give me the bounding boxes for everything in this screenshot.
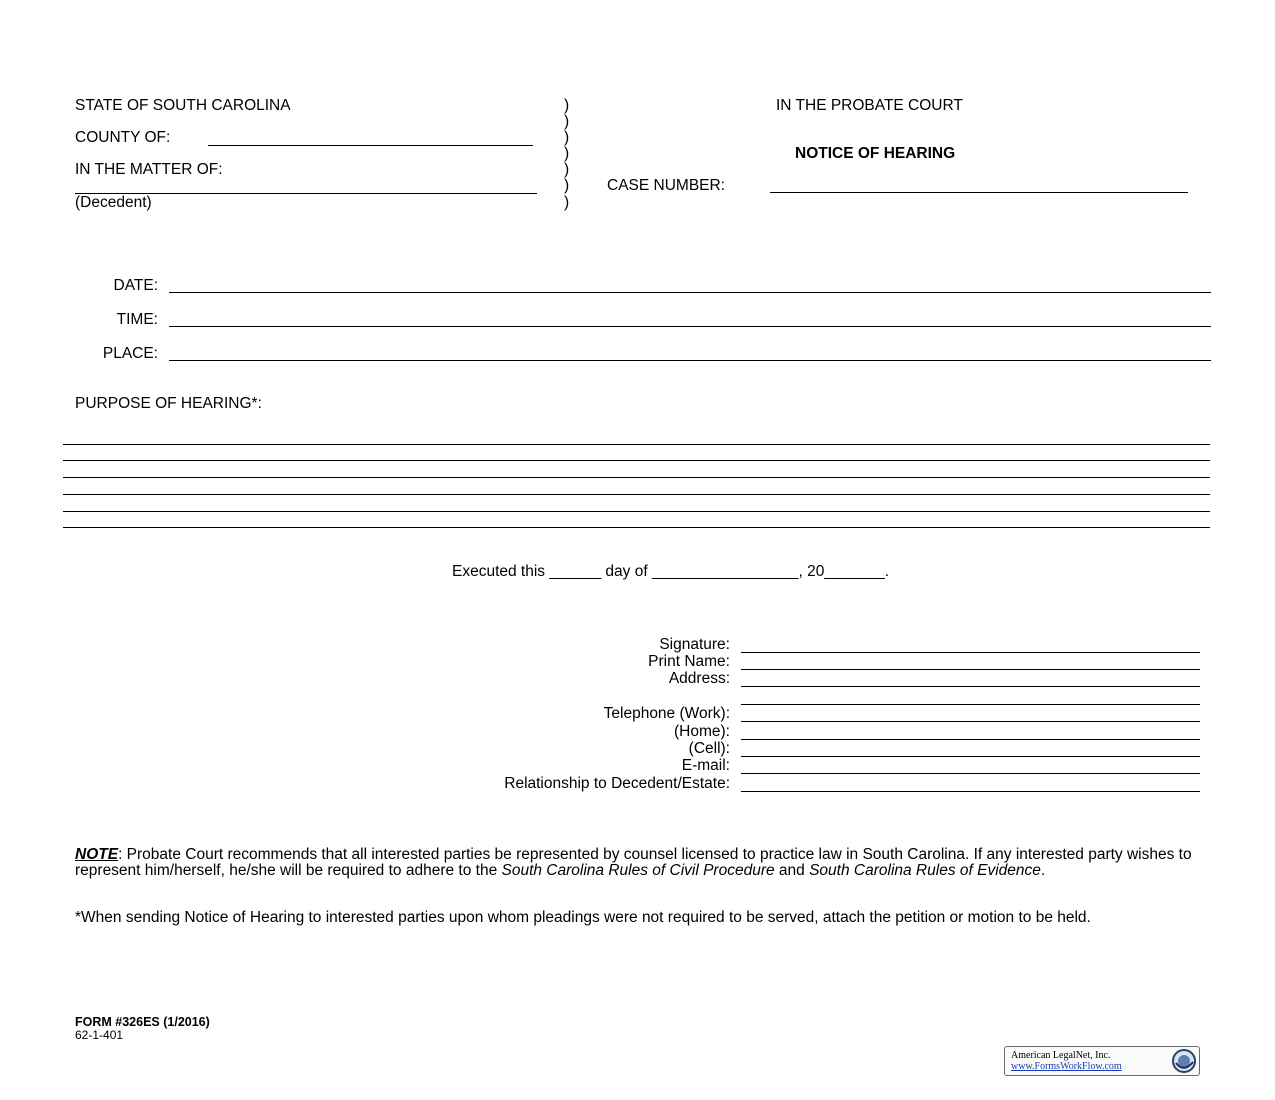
date-label: DATE: <box>113 277 158 294</box>
footnote: *When sending Notice of Hearing to interested parties upon whom pleadings were not required to be served, attach the petition or motion to be held. <box>75 909 1091 926</box>
print-name-field[interactable] <box>741 669 1200 670</box>
purpose-line[interactable] <box>63 511 1210 512</box>
county-label: COUNTY OF: <box>75 129 171 146</box>
time-field[interactable] <box>169 326 1211 327</box>
telephone-cell-label: (Cell): <box>688 740 730 757</box>
case-number-label: CASE NUMBER: <box>607 177 725 194</box>
telephone-cell-field[interactable] <box>741 756 1200 757</box>
place-field[interactable] <box>169 360 1211 361</box>
caption-paren: ) <box>564 177 570 194</box>
executed-prefix: Executed this <box>452 563 546 580</box>
caption-paren: ) <box>564 145 570 162</box>
executed-day-blank[interactable]: ______ <box>549 563 602 580</box>
purpose-line[interactable] <box>63 477 1210 478</box>
decedent-label: (Decedent) <box>75 194 152 211</box>
signature-field[interactable] <box>741 652 1200 653</box>
telephone-home-field[interactable] <box>741 739 1200 740</box>
state-heading: STATE OF SOUTH CAROLINA <box>75 97 291 114</box>
caption-paren: ) <box>564 113 570 130</box>
caption-paren: ) <box>564 194 570 211</box>
note-text-and: and <box>774 861 810 879</box>
email-field[interactable] <box>741 773 1200 774</box>
print-name-label: Print Name: <box>648 653 730 670</box>
time-label: TIME: <box>116 311 158 328</box>
address-field[interactable] <box>741 686 1200 687</box>
caption-paren: ) <box>564 97 570 114</box>
telephone-work-label: Telephone (Work): <box>603 705 730 722</box>
note-text-end: . <box>1040 861 1046 879</box>
purpose-line[interactable] <box>63 444 1210 445</box>
executed-year-prefix: , 20 <box>798 563 825 580</box>
logo-company: American LegalNet, Inc. <box>1011 1050 1111 1061</box>
statute-reference: 62-1-401 <box>75 1028 124 1042</box>
telephone-home-label: (Home): <box>674 723 730 740</box>
signature-label: Signature: <box>659 636 730 653</box>
purpose-label: PURPOSE OF HEARING*: <box>75 395 262 412</box>
note-text: : Probate Court recommends that all interested parties be represented by counsel licensed to practice law in South Carolina. If any interested party wishes to represent him/herself, he/she will be required to adhere to the <box>75 846 1192 879</box>
globe-icon <box>1171 1048 1197 1074</box>
note-rules-civil: South Carolina Rules of Civil Procedure <box>501 861 775 879</box>
form-number: FORM #326ES (1/2016) <box>75 1015 210 1029</box>
address-label: Address: <box>668 670 730 687</box>
vendor-logo[interactable] <box>1004 1046 1200 1076</box>
executed-month-blank[interactable]: _________________ <box>651 563 799 580</box>
logo-url[interactable]: www.FormsWorkFlow.com <box>1011 1061 1122 1072</box>
email-label: E-mail: <box>681 757 730 774</box>
date-field[interactable] <box>169 292 1211 293</box>
matter-label: IN THE MATTER OF: <box>75 161 223 178</box>
note-paragraph <box>75 847 1195 878</box>
purpose-line[interactable] <box>63 527 1210 528</box>
executed-line <box>452 564 889 580</box>
note-heading: NOTE <box>75 846 119 863</box>
place-label: PLACE: <box>102 345 158 362</box>
county-field[interactable] <box>208 145 533 146</box>
executed-end: . <box>884 563 890 580</box>
court-heading: IN THE PROBATE COURT <box>776 97 963 114</box>
document-title: NOTICE OF HEARING <box>795 145 956 162</box>
caption-paren: ) <box>564 161 570 178</box>
caption-paren: ) <box>564 129 570 146</box>
relationship-label: Relationship to Decedent/Estate: <box>504 775 730 792</box>
case-number-field[interactable] <box>770 192 1188 193</box>
relationship-field[interactable] <box>741 791 1200 792</box>
note-rules-evidence: South Carolina Rules of Evidence <box>809 861 1041 879</box>
purpose-line[interactable] <box>63 460 1210 461</box>
executed-day-of: day of <box>605 563 648 580</box>
telephone-work-field[interactable] <box>741 721 1200 722</box>
purpose-line[interactable] <box>63 494 1210 495</box>
executed-year-blank[interactable]: _______ <box>824 563 885 580</box>
address-field-line-2[interactable] <box>741 704 1200 705</box>
